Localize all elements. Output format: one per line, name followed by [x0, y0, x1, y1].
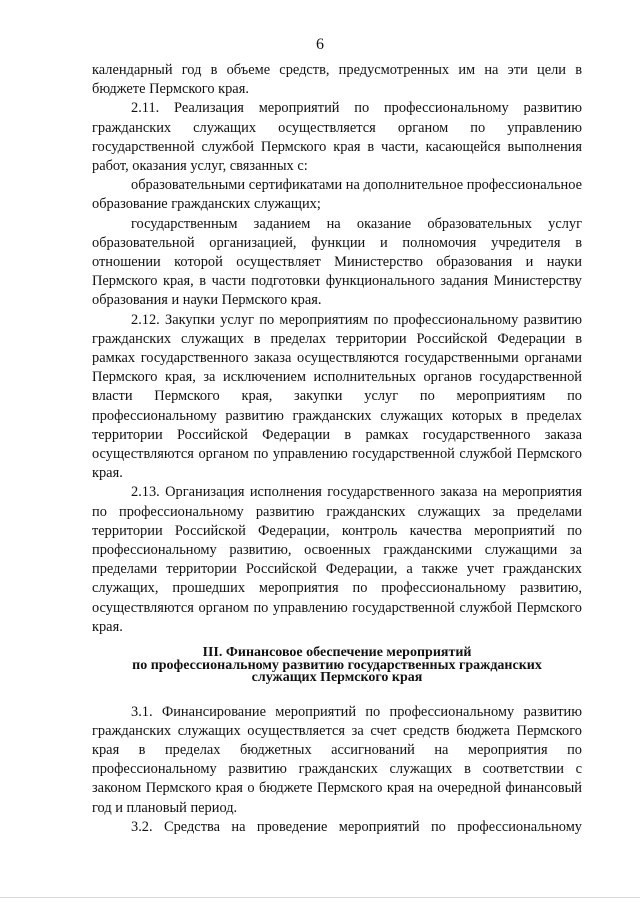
paragraph-continuation: календарный год в объеме средств, предусмотренных им на эти цели в бюджете Пермского края.: [92, 62, 582, 98]
page-bottom-edge: [0, 897, 640, 898]
section-heading-line-3: служащих Пермского края: [251, 670, 423, 686]
page-number: 6: [316, 36, 324, 53]
section-heading-line-2: по профессиональному развитию государственных гражданских: [132, 657, 542, 673]
section-heading: [92, 647, 582, 685]
paragraph-3-2: 3.2. Средства на проведение мероприятий по профессиональному: [131, 818, 582, 835]
paragraph-2-12: 2.12. Закупки услуг по мероприятиям по профессиональному развитию гражданских служащих в пределах территории Российской Федерации в рамках государственного заказа осуществляются государственными органами Пермского края, за исключением исполнительных органов государственной власти Пермского края, закупки услуг по мероприятиям по профессиональному развитию гражданских служащих которых в пределах территории Российской Федерации в рамках государственного заказа осуществляются органом по управлению государственной службой Пермского края.: [92, 311, 582, 482]
paragraph-2-11-item-certificates: образовательными сертификатами на дополнительное профессиональное образование гражданских служащих;: [92, 177, 582, 213]
section-heading-line-1: III. Финансовое обеспечение мероприятий: [202, 645, 472, 661]
paragraph-2-13: 2.13. Организация исполнения государственного заказа на мероприятия по профессиональному развитию гражданских служащих за пределами территории Российской Федерации, контроль качества мероприятий по профессиональному развитию, освоенных гражданскими служащими за пределами территории Российской Федерации, а также учет гражданских служащих, прошедших мероприятия по профессиональному развитию, осуществляются органом по управлению государственной службой Пермского края.: [92, 484, 582, 635]
paragraph-3-1: 3.1. Финансирование мероприятий по профессиональному развитию гражданских служащих осуществляется за счет средств бюджета Пермского края в пределах бюджетных ассигнований на мероприятия по профессиональному развитию гражданских служащих в соответствии с законом Пермского края о бюджете Пермского края на очередной финансовый год и плановый период.: [92, 703, 582, 816]
document-body: [92, 61, 582, 837]
paragraph-2-11: 2.11. Реализация мероприятий по профессиональному развитию гражданских служащих осуществляется органом по управлению государственной службой Пермского края в части, касающейся выполнения работ, оказания услуг, связанных с:: [92, 100, 582, 175]
paragraph-2-11-item-state-task: государственным заданием на оказание образовательных услуг образовательной организацией, функции и полномочия учредителя в отношении которой осуществляет Министерство образования и науки Пермского края, в части подготовки функционального задания Министерству образования и науки Пермского края.: [92, 215, 582, 309]
